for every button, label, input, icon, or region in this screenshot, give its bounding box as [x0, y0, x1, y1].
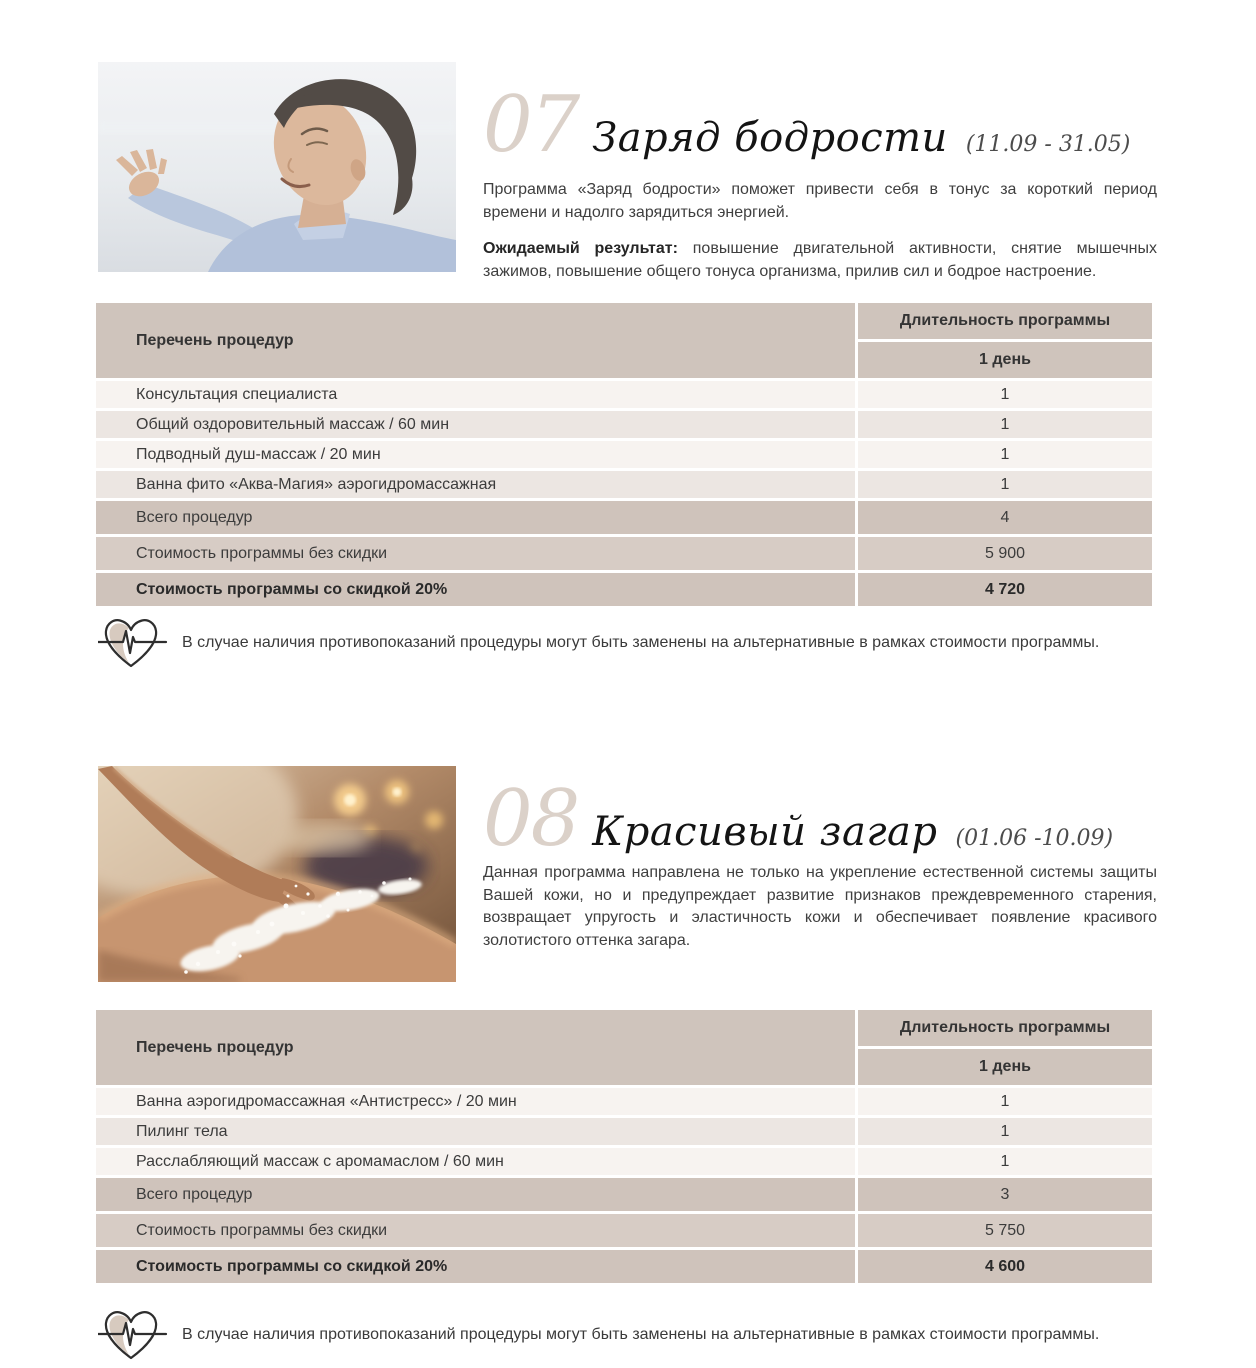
discount-label: Стоимость программы со скидкой 20% — [96, 1250, 855, 1283]
expected-result-label: Ожидаемый результат: — [483, 240, 678, 257]
photo-scrub-illustration — [98, 766, 456, 982]
table-row — [96, 1118, 1152, 1145]
discount-value: 4 720 — [858, 573, 1152, 606]
procedure-value: 1 — [858, 441, 1152, 468]
procedure-label: Ванна аэрогидромассажная «Антистресс» / 20 мин — [96, 1088, 855, 1115]
table-row-total — [96, 1178, 1152, 1211]
procedure-value: 1 — [858, 1088, 1152, 1115]
program-number: 08 — [483, 774, 579, 864]
price-label: Стоимость программы без скидки — [96, 1214, 855, 1247]
table-row — [96, 1148, 1152, 1175]
discount-label: Стоимость программы со скидкой 20% — [96, 573, 855, 606]
procedure-value: 1 — [858, 411, 1152, 438]
column-header-procedures: Перечень процедур — [96, 1010, 855, 1085]
procedure-label: Общий оздоровительный массаж / 60 мин — [96, 411, 855, 438]
column-subheader-day: 1 день — [858, 342, 1152, 378]
procedure-label: Консультация специалиста — [96, 381, 855, 408]
table-row-price — [96, 1214, 1152, 1247]
table-header — [96, 1010, 1152, 1085]
photo-man-illustration — [98, 62, 456, 272]
program-heading-08 — [483, 774, 1114, 864]
column-subheader-day: 1 день — [858, 1049, 1152, 1085]
table-row — [96, 411, 1152, 438]
note-text: В случае наличия противопоказаний процедуры могут быть заменены на альтернативные в рамках стоимости программы. — [182, 1326, 1100, 1343]
table-row — [96, 471, 1152, 498]
column-header-duration: Длительность программы — [858, 1010, 1152, 1046]
procedures-table-07 — [96, 303, 1152, 609]
procedure-label: Пилинг тела — [96, 1118, 855, 1145]
table-row-total — [96, 501, 1152, 534]
price-value: 5 750 — [858, 1214, 1152, 1247]
total-value: 4 — [858, 501, 1152, 534]
program-title: Красивый загар — [592, 809, 938, 855]
program-intro: Программа «Заряд бодрости» поможет привести себя в тонус за короткий период времени и надолго зарядиться энергией. — [483, 181, 1157, 221]
program-dates: (11.09 - 31.05) — [965, 132, 1131, 157]
contraindication-note-07 — [98, 616, 1099, 670]
column-header-duration: Длительность программы — [858, 303, 1152, 339]
heart-pulse-icon — [98, 616, 168, 670]
note-text: В случае наличия противопоказаний процедуры могут быть заменены на альтернативные в рамках стоимости программы. — [182, 634, 1100, 651]
procedure-label: Расслабляющий массаж с аромамаслом / 60 мин — [96, 1148, 855, 1175]
procedure-value: 1 — [858, 1148, 1152, 1175]
column-header-duration-group — [858, 303, 1152, 378]
photo-man-energized — [98, 62, 456, 272]
table-header — [96, 303, 1152, 378]
procedure-label: Ванна фито «Аква-Магия» аэрогидромассажная — [96, 471, 855, 498]
program-heading-07 — [483, 80, 1131, 170]
total-value: 3 — [858, 1178, 1152, 1211]
discount-value: 4 600 — [858, 1250, 1152, 1283]
table-row-discount — [96, 573, 1152, 606]
program-expected-result — [483, 238, 1157, 283]
price-value: 5 900 — [858, 537, 1152, 570]
table-row — [96, 441, 1152, 468]
price-label: Стоимость программы без скидки — [96, 537, 855, 570]
table-row — [96, 1088, 1152, 1115]
heart-pulse-icon — [98, 1308, 168, 1362]
photo-salt-scrub — [98, 766, 456, 982]
table-row — [96, 381, 1152, 408]
procedure-value: 1 — [858, 381, 1152, 408]
program-dates: (01.06 -10.09) — [955, 826, 1114, 851]
table-row-discount — [96, 1250, 1152, 1283]
program-number: 07 — [483, 80, 579, 170]
column-header-duration-group — [858, 1010, 1152, 1085]
contraindication-note-08 — [98, 1308, 1099, 1362]
total-label: Всего процедур — [96, 1178, 855, 1211]
total-label: Всего процедур — [96, 501, 855, 534]
program-intro: Данная программа направлена не только на укрепление естественной системы защиты Вашей кожи, но и предупреждает развитие признаков преждевременного старения, возвращает упругость и эластичность кожи и обеспечивает появление красивого золотистого оттенка загара. — [483, 864, 1157, 950]
table-row-price — [96, 537, 1152, 570]
program-title: Заряд бодрости — [592, 115, 948, 161]
expected-result-text: повышение двигательной активности, снятие мышечных зажимов, повышение общего тонуса организма, прилив сил и бодрое настроение. — [483, 240, 1157, 280]
procedures-table-08 — [96, 1010, 1152, 1286]
column-header-procedures: Перечень процедур — [96, 303, 855, 378]
procedure-label: Подводный душ-массаж / 20 мин — [96, 441, 855, 468]
procedure-value: 1 — [858, 471, 1152, 498]
procedure-value: 1 — [858, 1118, 1152, 1145]
